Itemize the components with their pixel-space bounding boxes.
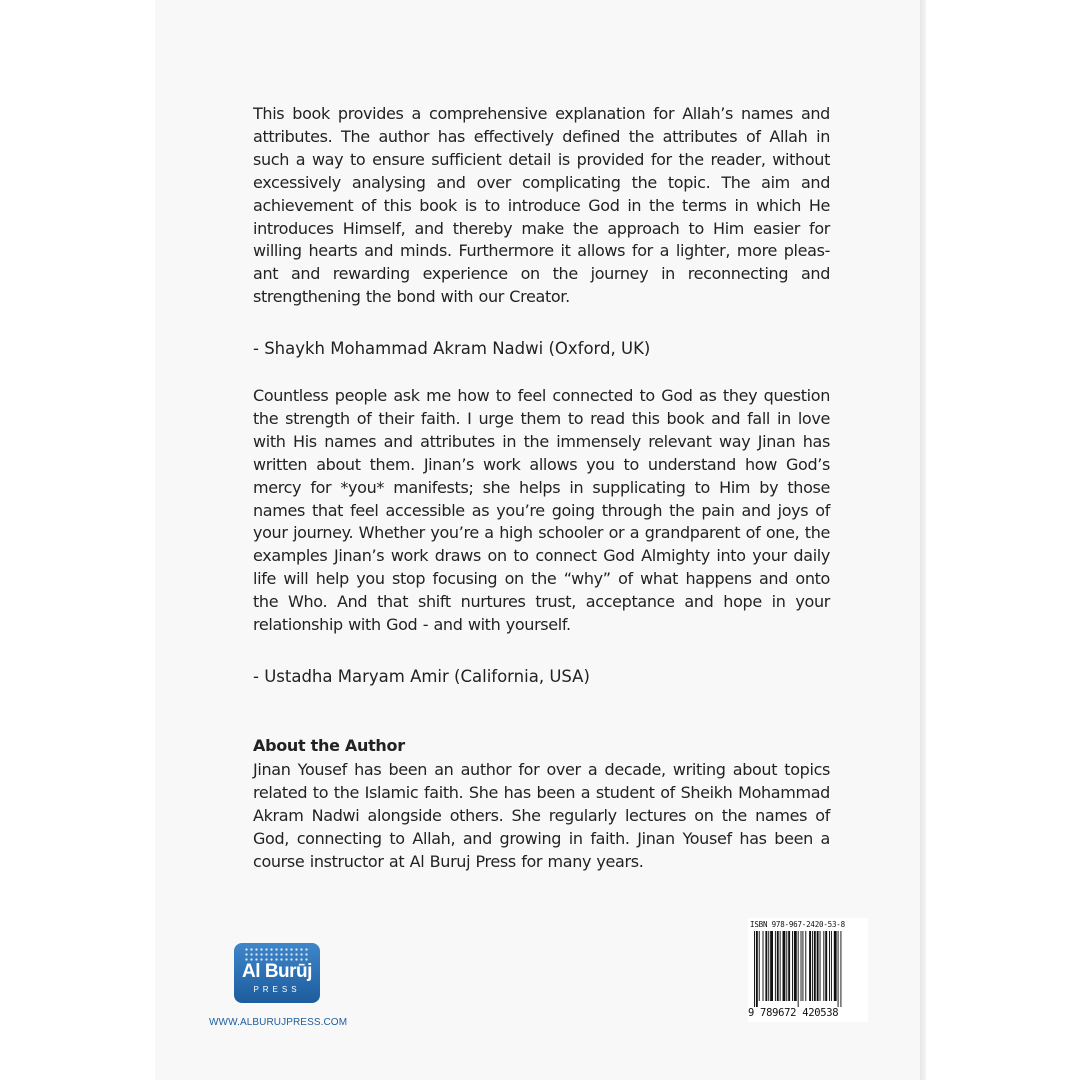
barcode-bar (802, 931, 803, 1001)
publisher-website: WWW.ALBURUJPRESS.COM (209, 1017, 348, 1028)
cover-edge-shadow (920, 0, 926, 1080)
logo-subtitle: PRESS (253, 985, 301, 994)
barcode-bar (831, 931, 832, 1001)
review-2-attribution: - Ustadha Maryam Amir (California, USA) (253, 667, 590, 686)
barcode-bar (763, 931, 764, 1001)
barcode-bar (777, 931, 779, 1001)
barcode-bar (783, 931, 786, 1001)
publisher-logo (234, 943, 320, 1003)
barcode-bar (817, 931, 819, 1001)
barcode-bar (805, 931, 806, 1001)
barcode-bar (840, 931, 841, 1007)
logo-name: Al Burūj (242, 961, 312, 982)
barcode-bar (788, 931, 790, 1001)
review-1-attribution: - Shaykh Mohammad Akram Nadwi (Oxford, UK) (253, 339, 651, 358)
barcode-bars (754, 931, 866, 1007)
barcode-bar (809, 931, 811, 1001)
barcode-bar (780, 931, 781, 1001)
barcode-bar (765, 931, 767, 1001)
barcode-bar (768, 931, 769, 1001)
review-2-text: Countless people ask me how to feel connected to God as they question the strength of their faith. I urge them to read this book and fall in love with His names and attributes in the immensely relevant way Jinan has written about them. Jinan’s work allows you to understand how God’s mercy for *you* manifests; she helps in supplicating to Him by those names that feel accessible as you’re going through the pain and joys of your journey. Whether you’re a high schooler or a grandparent of one, the examples Jinan’s work draws on to connect God Almighty into your daily life will help you stop focusing on the “why” of what happens and onto the Who. And that shift nurtures trust, acceptance and hope in your relationship with God - and with yourself. (253, 386, 830, 635)
barcode-bar (798, 931, 799, 1007)
barcode-bar (820, 931, 821, 1001)
barcode-bar (825, 931, 827, 1001)
about-author-text: Jinan Yousef has been an author for over a decade, writing about topics related to the Islamic faith. She has been a student of Sheikh Mohammad Akram Nadwi alongside others. She regularly lectures on the names of God, connecting to Allah, and growing in faith. Jinan Yousef has been a course instructor at Al Buruj Press for many years. (253, 760, 830, 871)
barcode-bar (775, 931, 776, 1001)
barcode-bar (834, 931, 837, 1001)
barcode-bar (838, 931, 839, 1007)
barcode-bar (770, 931, 773, 1001)
barcode-bar (801, 931, 802, 1001)
isbn-barcode (748, 918, 868, 1022)
review-1-text: This book provides a comprehensive explanation for Allah’s names and attributes. The author has effectively defined the attributes of Allah in such a way to ensure sufficient detail is provided for the reader, without excessively analysing and over complicating the topic. The aim and achievement of this book is to introduce God in the terms in which He introduces Himself, and thereby make the approach to Him easier for willing hearts and minds. Furthermore it allows for a lighter, more pleas-ant and rewarding experience on the journey in reconnecting and strengthening the bond with our Creator. (253, 104, 830, 307)
barcode-bar (823, 931, 824, 1001)
barcode-bar (812, 931, 813, 1001)
barcode-bar (754, 931, 755, 1007)
barcode-bar (756, 931, 758, 1007)
barcode-bar (786, 931, 787, 1001)
about-author-heading: About the Author (253, 736, 405, 755)
barcode-bar (792, 931, 793, 1001)
barcode-digits: 9 789672 420538 (748, 1007, 839, 1019)
isbn-label: ISBN 978-967-2420-53-8 (750, 920, 845, 929)
barcode-bar (814, 931, 816, 1001)
barcode-bar (759, 931, 760, 1001)
barcode-bar (829, 931, 830, 1001)
logo-stars-pattern (244, 947, 310, 961)
barcode-bar (794, 931, 797, 1001)
